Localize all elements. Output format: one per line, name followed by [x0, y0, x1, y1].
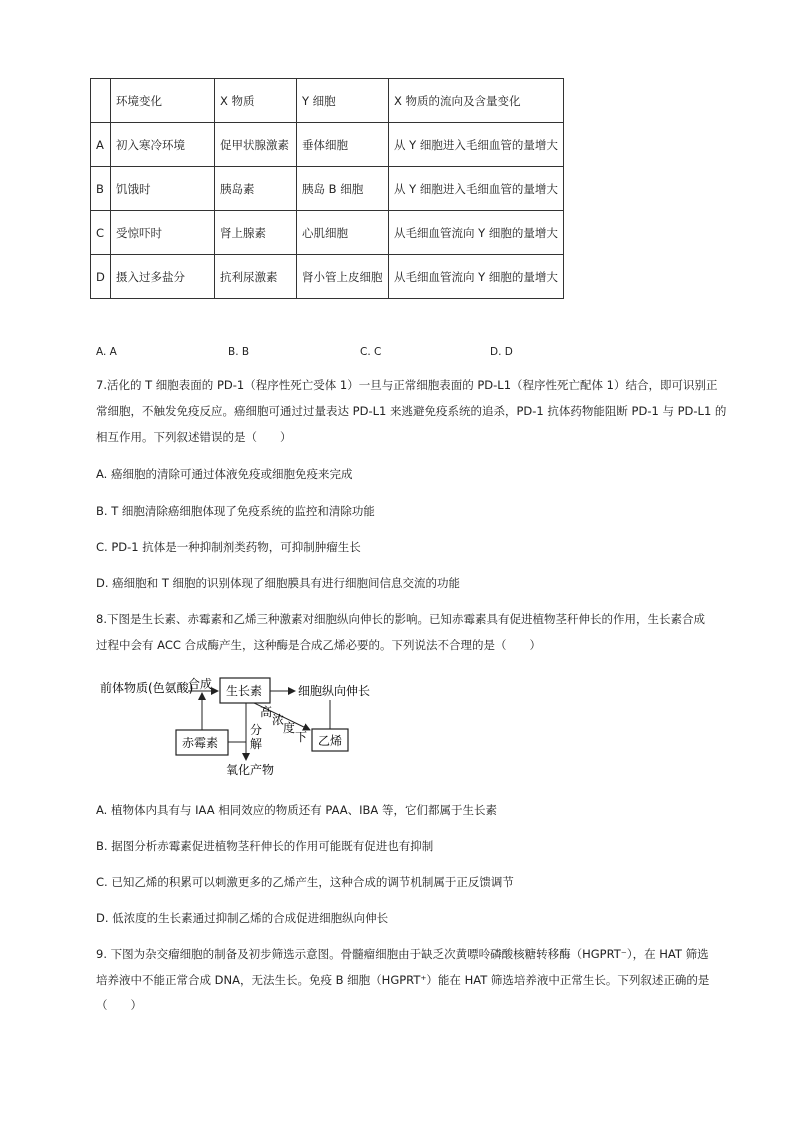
table-cell [91, 79, 111, 123]
oxidation-label: 氧化产物 [226, 763, 275, 777]
table-cell: 肾小管上皮细胞 [297, 255, 389, 299]
table-cell: X 物质 [215, 79, 297, 123]
q9-stem-line: 9. 下图为杂交瘤细胞的制备及初步筛选示意图。骨髓瘤细胞由于缺乏次黄嘌呤磷酸核糖转移酶（HGPRT⁻），在 HAT 筛选 [96, 947, 709, 961]
table-cell: 饥饿时 [111, 167, 215, 211]
q8-stem-line: 8.下图是生长素、赤霉素和乙烯三种激素对细胞纵向伸长的影响。已知赤霉素具有促进植物茎秆伸长的作用，生长素合成 [96, 612, 705, 626]
q7-stem-line: 相互作用。下列叙述错误的是（ ） [96, 430, 292, 444]
q7-option-c[interactable]: C. PD-1 抗体是一种抑制剂类药物，可抑制肿瘤生长 [96, 540, 361, 554]
gibberellin-label: 赤霉素 [182, 736, 219, 750]
table-cell: 初入寒冷环境 [111, 123, 215, 167]
q7-option-d[interactable]: D. 癌细胞和 T 细胞的识别体现了细胞膜具有进行细胞间信息交流的功能 [96, 576, 460, 590]
q7-stem-line: 7.活化的 T 细胞表面的 PD-1（程序性死亡受体 1）一旦与正常细胞表面的 PD-L1（程序性死亡配体 1）结合，即可识别正 [96, 378, 718, 392]
hormone-diagram [90, 670, 400, 782]
q8-option-d[interactable]: D. 低浓度的生长素通过抑制乙烯的合成促进细胞纵向伸长 [96, 911, 389, 925]
high-label-1: 高 [260, 705, 273, 719]
table-cell: 胰岛 B 细胞 [297, 167, 389, 211]
table-cell: 心肌细胞 [297, 211, 389, 255]
q8-option-b[interactable]: B. 据图分析赤霉素促进植物茎秆伸长的作用可能既有促进也有抑制 [96, 839, 434, 853]
q9-stem-line: （ ） [96, 998, 142, 1012]
q6-choice-d[interactable]: D. D [490, 346, 513, 358]
table-cell: 垂体细胞 [297, 123, 389, 167]
high-label-3: 度 [283, 721, 296, 735]
table-cell: 肾上腺素 [215, 211, 297, 255]
q6-option-table [90, 78, 564, 299]
table-cell: B [91, 167, 111, 211]
q6-choice-a[interactable]: A. A [96, 346, 117, 358]
q6-choice-b[interactable]: B. B [228, 346, 250, 358]
q6-choice-c[interactable]: C. C [360, 346, 382, 358]
table-row [91, 255, 564, 299]
table-cell: 环境变化 [111, 79, 215, 123]
auxin-label: 生长素 [226, 684, 263, 698]
table-cell: 受惊吓时 [111, 211, 215, 255]
table-cell: 从 Y 细胞进入毛细血管的量增大 [389, 123, 564, 167]
table-cell: 从毛细血管流向 Y 细胞的量增大 [389, 211, 564, 255]
table-cell: 胰岛素 [215, 167, 297, 211]
q7-option-b[interactable]: B. T 细胞清除癌细胞体现了免疫系统的监控和清除功能 [96, 504, 375, 518]
table-cell: 从毛细血管流向 Y 细胞的量增大 [389, 255, 564, 299]
q8-option-a[interactable]: A. 植物体内具有与 IAA 相同效应的物质还有 PAA、IBA 等，它们都属于生长素 [96, 803, 497, 817]
high-label-4: 下 [295, 730, 308, 744]
table-cell: 促甲状腺激素 [215, 123, 297, 167]
q7-stem-line: 常细胞，不触发免疫反应。癌细胞可通过过量表达 PD-L1 来逃避免疫系统的追杀，PD-1 抗体药物能阻断 PD-1 与 PD-L1 的 [96, 404, 727, 418]
table-row [91, 211, 564, 255]
elongation-label: 细胞纵向伸长 [298, 684, 371, 698]
table-cell: A [91, 123, 111, 167]
q9-stem-line: 培养液中不能正常合成 DNA，无法生长。免疫 B 细胞（HGPRT⁺）能在 HAT 筛选培养液中正常生长。下列叙述正确的是 [96, 973, 710, 987]
decompose-label-2: 解 [250, 737, 263, 751]
table-row [91, 167, 564, 211]
table-header-row [91, 79, 564, 123]
table-cell: 抗利尿激素 [215, 255, 297, 299]
ethylene-label: 乙烯 [318, 734, 343, 748]
high-label-2: 浓 [272, 713, 285, 727]
table-row [91, 123, 564, 167]
table-cell: 从 Y 细胞进入毛细血管的量增大 [389, 167, 564, 211]
synthesis-label: 合成 [188, 677, 213, 691]
decompose-label-1: 分 [250, 723, 263, 737]
q8-option-c[interactable]: C. 已知乙烯的积累可以刺激更多的乙烯产生，这种合成的调节机制属于正反馈调节 [96, 875, 514, 889]
table-cell: D [91, 255, 111, 299]
table-cell: 摄入过多盐分 [111, 255, 215, 299]
precursor-label: 前体物质(色氨酸) [100, 681, 194, 695]
q8-stem-line: 过程中会有 ACC 合成酶产生，这种酶是合成乙烯必要的。下列说法不合理的是（ ） [96, 638, 542, 652]
q7-option-a[interactable]: A. 癌细胞的清除可通过体液免疫或细胞免疫来完成 [96, 467, 353, 481]
table-cell: C [91, 211, 111, 255]
table-cell: X 物质的流向及含量变化 [389, 79, 564, 123]
table-cell: Y 细胞 [297, 79, 389, 123]
